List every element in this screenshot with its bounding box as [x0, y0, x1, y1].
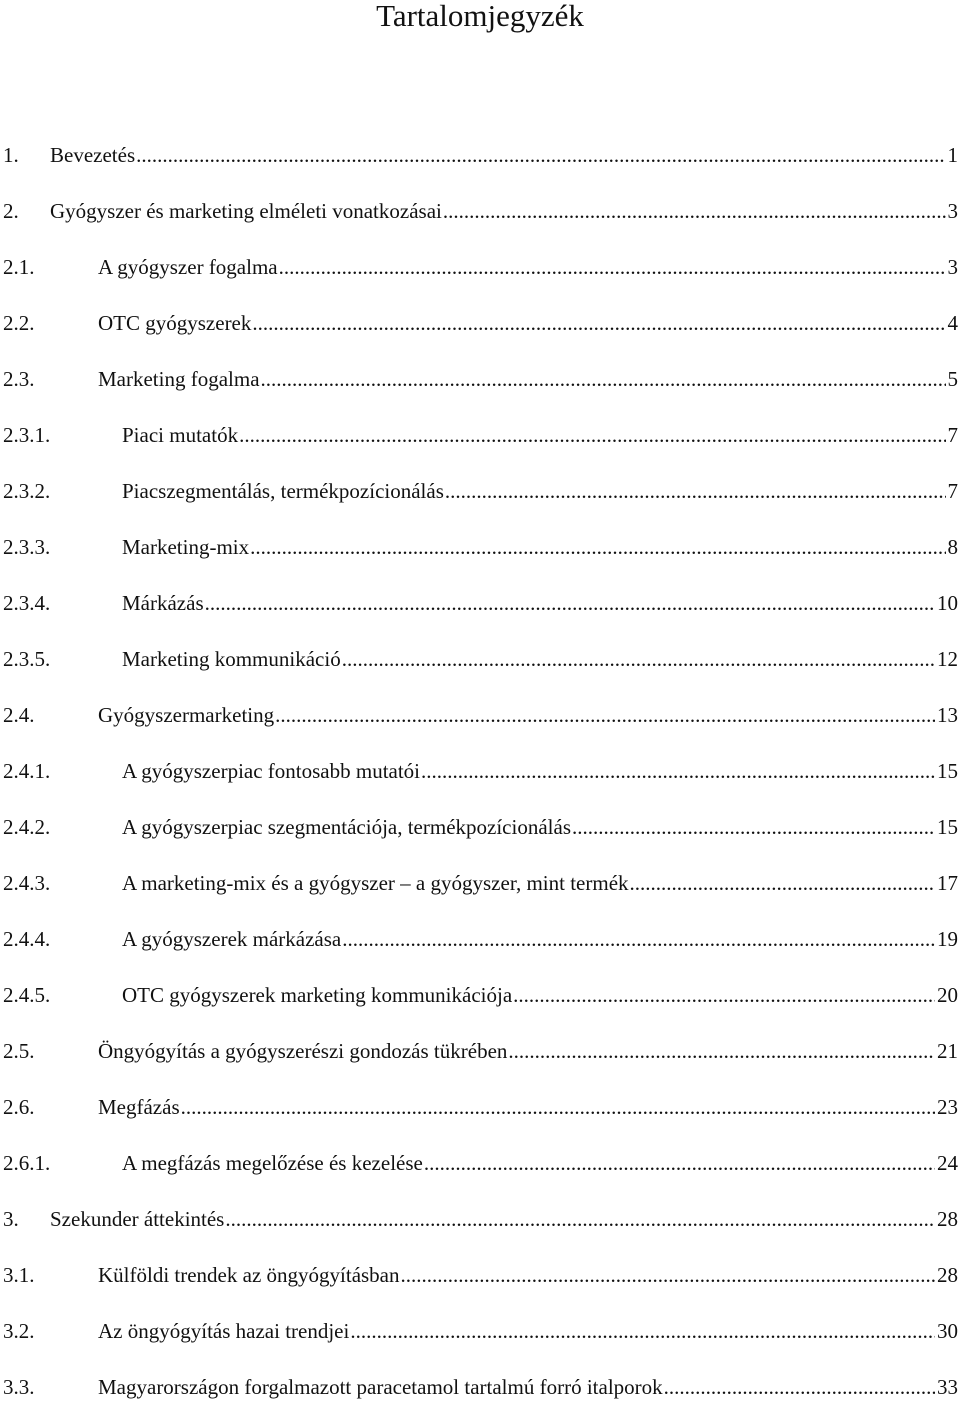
toc-entry[interactable] — [3, 252, 960, 282]
toc-dot-leader — [342, 644, 935, 674]
toc-entry-title: Piacszegmentálás, termékpozícionálás — [122, 479, 444, 503]
toc-entry-page: 7 — [947, 479, 958, 503]
toc-entry-page: 28 — [937, 1207, 958, 1231]
toc-entry-page: 13 — [937, 703, 958, 727]
toc-entry[interactable] — [3, 756, 960, 786]
toc-entry-number: 2.3.1. — [3, 423, 51, 447]
toc-entry-number: 2.4.2. — [3, 815, 51, 839]
toc-entry[interactable] — [3, 812, 960, 842]
toc-entry[interactable] — [3, 1036, 960, 1066]
toc-dot-leader — [350, 1316, 935, 1346]
toc-entry-page: 28 — [937, 1263, 958, 1287]
toc-entry-page: 7 — [947, 423, 958, 447]
toc-dot-leader — [508, 1036, 935, 1066]
toc-entry-number: 2.3.3. — [3, 535, 51, 559]
toc-entry[interactable] — [3, 980, 960, 1010]
toc-entry[interactable] — [3, 924, 960, 954]
page-title: Tartalomjegyzék — [376, 0, 584, 33]
toc-entry-number: 2.6.1. — [3, 1151, 51, 1175]
toc-entry-page: 30 — [937, 1319, 958, 1343]
toc-entry-page: 3 — [947, 255, 958, 279]
toc-entry-number: 2.4. — [3, 703, 35, 727]
toc-entry-number: 2.6. — [3, 1095, 35, 1119]
toc-entry-title: Marketing fogalma — [98, 367, 260, 391]
toc-dot-leader — [664, 1372, 935, 1402]
toc-entry-number: 2.2. — [3, 311, 35, 335]
toc-entry-number: 2.3.5. — [3, 647, 51, 671]
toc-entry-page: 12 — [937, 647, 958, 671]
toc-entry[interactable] — [3, 1148, 960, 1178]
toc-dot-leader — [136, 140, 945, 170]
toc-entry-title: Márkázás — [122, 591, 204, 615]
toc-entry[interactable] — [3, 1092, 960, 1122]
toc-entry-title: Külföldi trendek az öngyógyításban — [98, 1263, 400, 1287]
toc-dot-leader — [513, 980, 935, 1010]
toc-entry[interactable] — [3, 308, 960, 338]
toc-entry-number: 2.3.4. — [3, 591, 51, 615]
toc-entry[interactable] — [3, 1316, 960, 1346]
toc-entry[interactable] — [3, 532, 960, 562]
toc-entry-title: Marketing-mix — [122, 535, 250, 559]
toc-entry-title: A megfázás megelőzése és kezelése — [122, 1151, 423, 1175]
toc-entry-title: A gyógyszerpiac szegmentációja, termékpozícionálás — [122, 815, 571, 839]
toc-entry-title: Öngyógyítás a gyógyszerészi gondozás tükrében — [98, 1039, 508, 1063]
toc-entry-number: 2.3.2. — [3, 479, 51, 503]
toc-entry[interactable] — [3, 588, 960, 618]
toc-entry-number: 2. — [3, 199, 19, 223]
toc-entry[interactable] — [3, 1204, 960, 1234]
toc-entry-number: 3.1. — [3, 1263, 35, 1287]
toc-entry-title: A marketing-mix és a gyógyszer – a gyógyszer, mint termék — [122, 871, 629, 895]
toc-entry-page: 8 — [947, 535, 958, 559]
toc-entry-number: 2.1. — [3, 255, 35, 279]
toc-entry[interactable] — [3, 140, 960, 170]
toc-dot-leader — [630, 868, 935, 898]
toc-entry-page: 10 — [937, 591, 958, 615]
toc-entry[interactable] — [3, 364, 960, 394]
toc-dot-leader — [239, 420, 945, 450]
toc-entry-title: Marketing kommunikáció — [122, 647, 341, 671]
toc-entry-title: Piaci mutatók — [122, 423, 239, 447]
toc-entry-number: 2.4.4. — [3, 927, 51, 951]
toc-entry-title: Megfázás — [98, 1095, 180, 1119]
toc-entry-number: 2.5. — [3, 1039, 35, 1063]
toc-entry-page: 3 — [947, 199, 958, 223]
toc-entry-number: 2.4.3. — [3, 871, 51, 895]
toc-entry[interactable] — [3, 420, 960, 450]
toc-entry[interactable] — [3, 196, 960, 226]
toc-entry-title: A gyógyszerpiac fontosabb mutatói — [122, 759, 421, 783]
toc-entry-title: A gyógyszer fogalma — [98, 255, 278, 279]
toc-dot-leader — [252, 308, 945, 338]
toc-entry[interactable] — [3, 700, 960, 730]
toc-entry[interactable] — [3, 868, 960, 898]
toc-dot-leader — [401, 1260, 935, 1290]
toc-dot-leader — [424, 1148, 935, 1178]
toc-entry-page: 19 — [937, 927, 958, 951]
toc-entry-page: 15 — [937, 759, 958, 783]
toc-dot-leader — [342, 924, 935, 954]
toc-entry[interactable] — [3, 476, 960, 506]
toc-entry-page: 24 — [937, 1151, 958, 1175]
toc-entry-page: 20 — [937, 983, 958, 1007]
toc-entry-page: 1 — [947, 143, 958, 167]
toc-dot-leader — [445, 476, 946, 506]
toc-dot-leader — [261, 364, 946, 394]
toc-entry-page: 15 — [937, 815, 958, 839]
toc-dot-leader — [181, 1092, 935, 1122]
toc-entry-title: Magyarországon forgalmazott paracetamol tartalmú forró italporok — [98, 1375, 663, 1399]
toc-entry-number: 2.4.1. — [3, 759, 51, 783]
toc-entry-title: Szekunder áttekintés — [50, 1207, 225, 1231]
toc-entry[interactable] — [3, 644, 960, 674]
toc-entry[interactable] — [3, 1372, 960, 1402]
toc-entry-title: A gyógyszerek márkázása — [122, 927, 342, 951]
toc-dot-leader — [250, 532, 945, 562]
toc-entry-number: 2.3. — [3, 367, 35, 391]
toc-entry-number: 2.4.5. — [3, 983, 51, 1007]
toc-dot-leader — [421, 756, 935, 786]
toc-entry-title: Bevezetés — [50, 143, 136, 167]
toc-entry-number: 3.2. — [3, 1319, 35, 1343]
toc-entry-number: 1. — [3, 143, 19, 167]
toc-dot-leader — [205, 588, 935, 618]
toc-entry-title: OTC gyógyszerek marketing kommunikációja — [122, 983, 513, 1007]
toc-entry-page: 17 — [937, 871, 958, 895]
toc-entry-page: 23 — [937, 1095, 958, 1119]
toc-entry-number: 3.3. — [3, 1375, 35, 1399]
toc-entry[interactable] — [3, 1260, 960, 1290]
toc-dot-leader — [443, 196, 946, 226]
toc-dot-leader — [275, 700, 935, 730]
toc-dot-leader — [279, 252, 946, 282]
toc-dot-leader — [225, 1204, 935, 1234]
toc-entry-title: Gyógyszermarketing — [98, 703, 275, 727]
toc-entry-page: 21 — [937, 1039, 958, 1063]
toc-entry-title: Az öngyógyítás hazai trendjei — [98, 1319, 350, 1343]
toc-entry-number: 3. — [3, 1207, 19, 1231]
toc-entry-title: OTC gyógyszerek — [98, 311, 252, 335]
toc-entry-title: Gyógyszer és marketing elméleti vonatkozásai — [50, 199, 442, 223]
toc-dot-leader — [572, 812, 935, 842]
toc-entry-page: 5 — [947, 367, 958, 391]
toc-entry-page: 4 — [947, 311, 958, 335]
toc-entry-page: 33 — [937, 1375, 958, 1399]
